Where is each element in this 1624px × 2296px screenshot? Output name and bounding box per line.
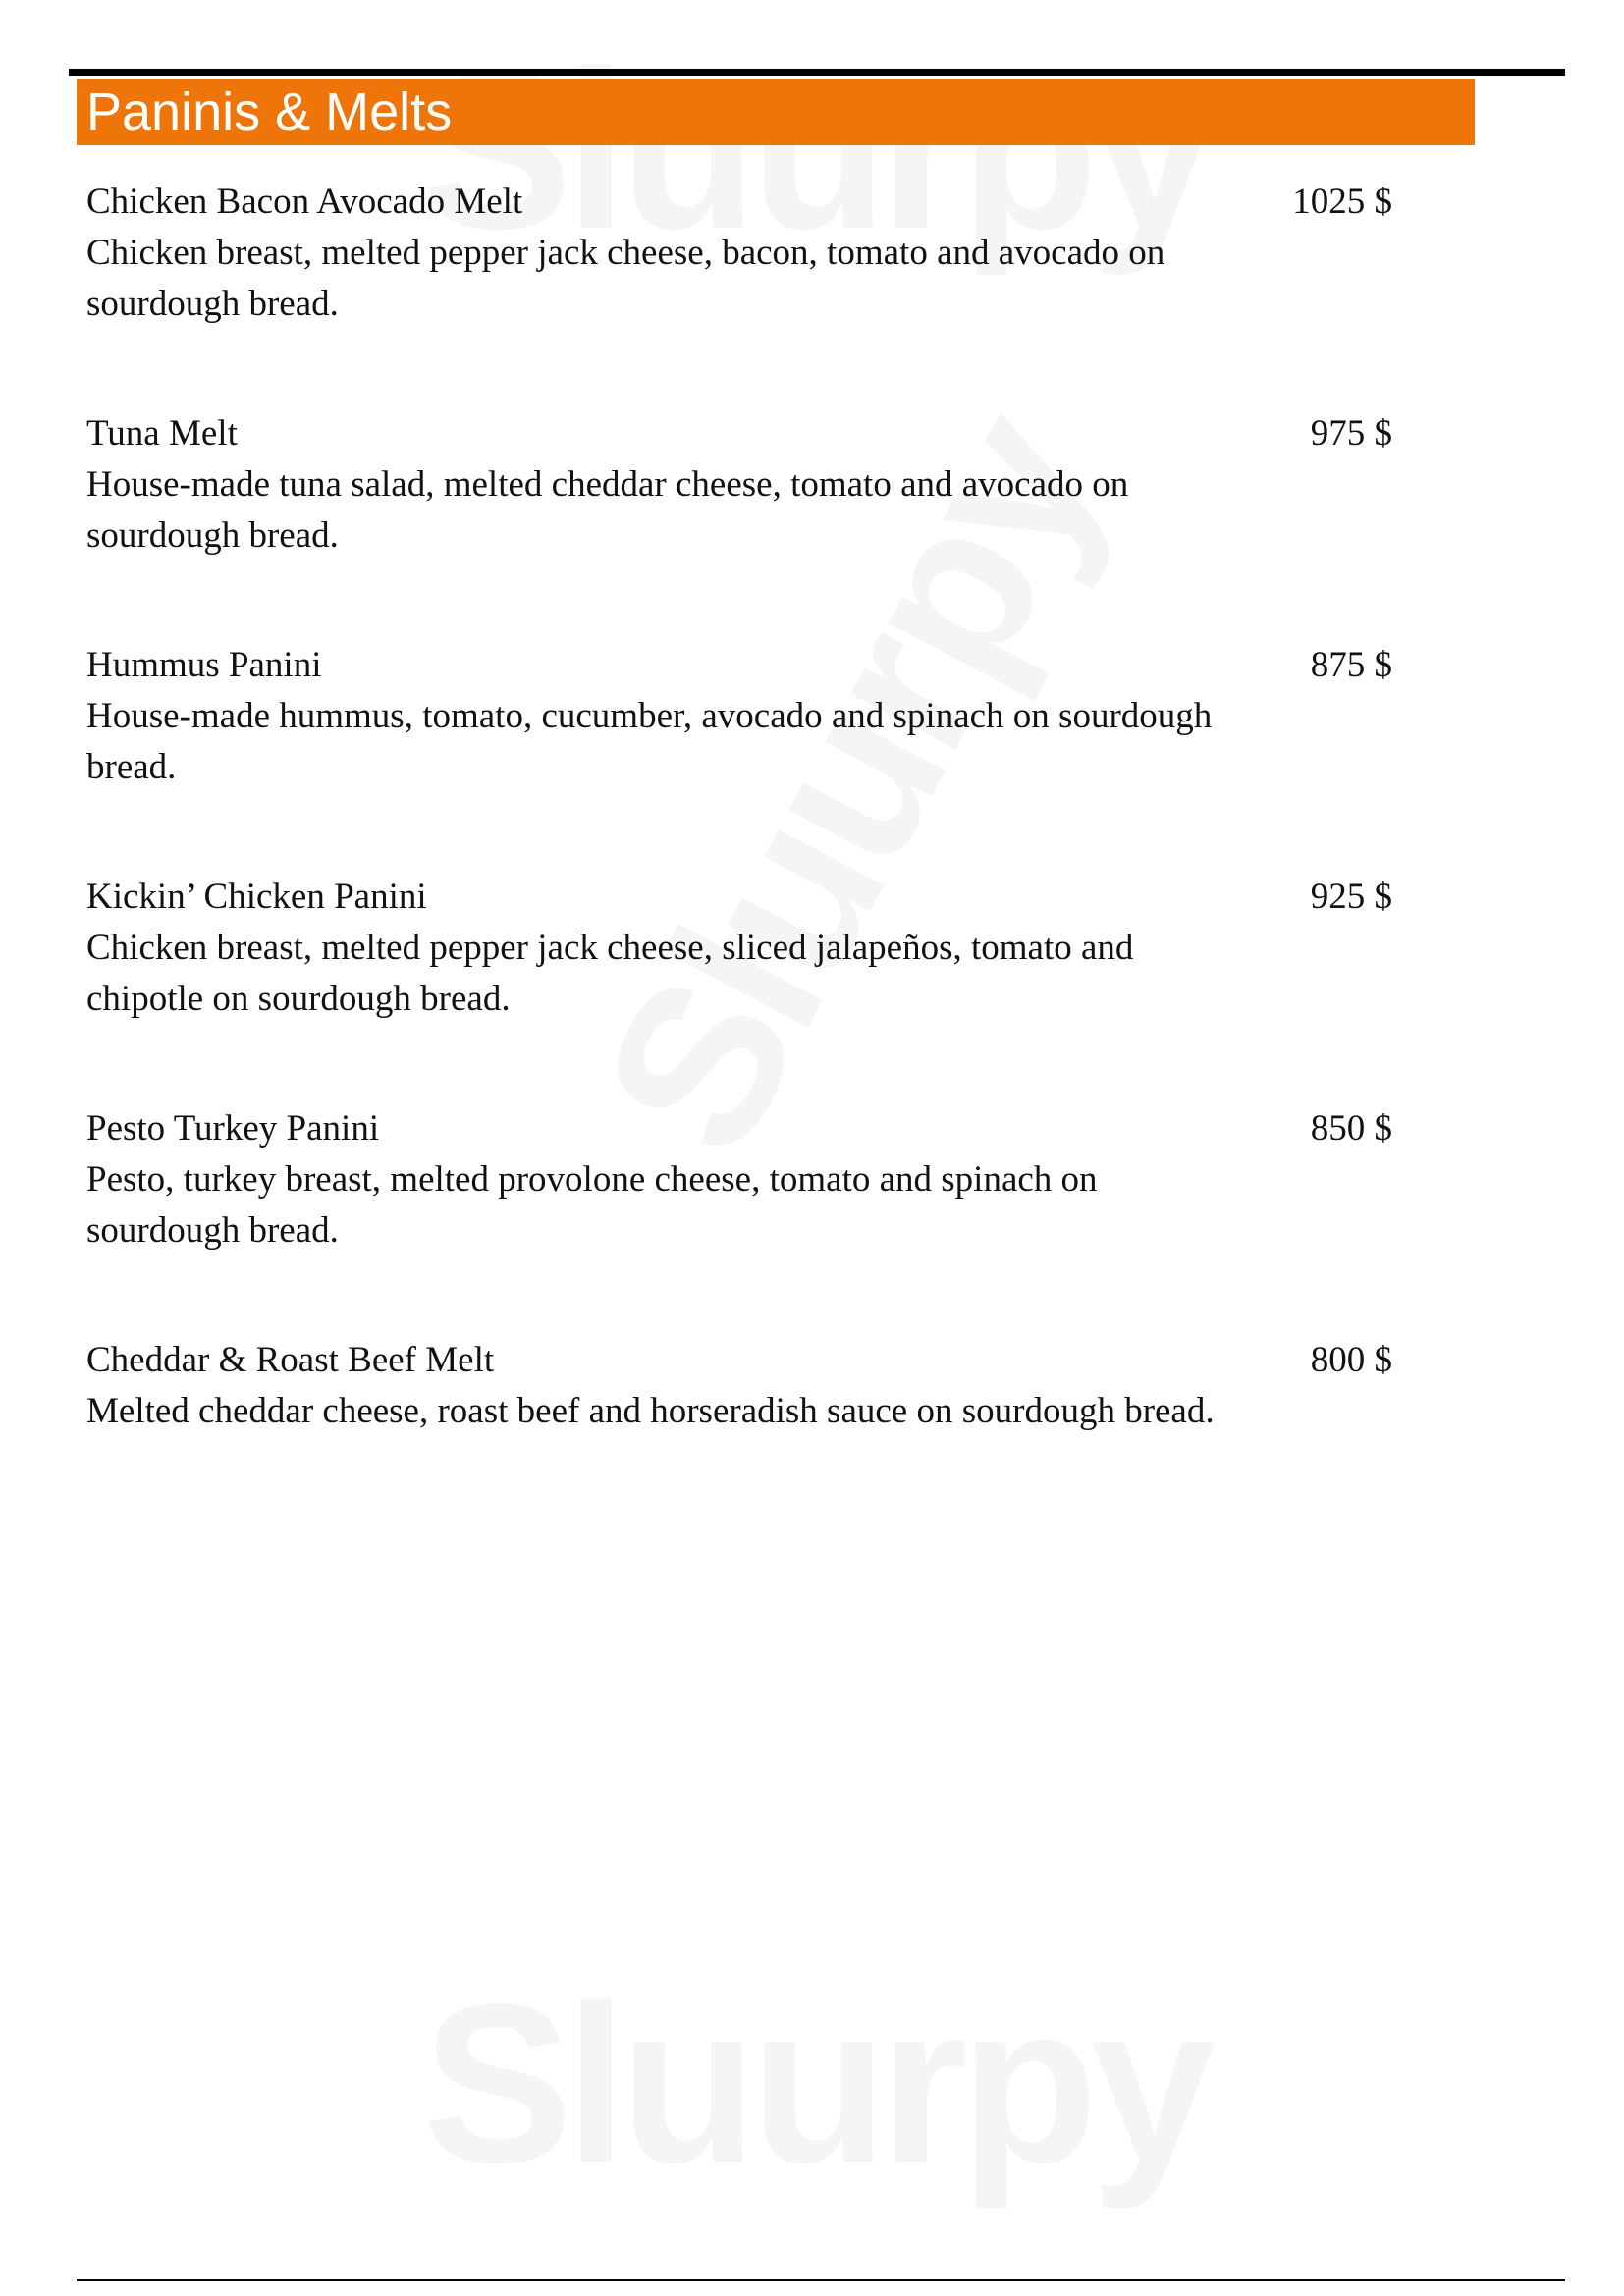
item-price: 875 $ [1310, 645, 1392, 685]
item-price: 1025 $ [1292, 182, 1392, 222]
menu-item [86, 640, 1392, 872]
menu-item [86, 177, 1392, 408]
item-name: Pesto Turkey Panini [86, 1108, 380, 1148]
item-price: 850 $ [1310, 1108, 1392, 1148]
item-name: Cheddar & Roast Beef Melt [86, 1340, 495, 1380]
menu-item [86, 872, 1392, 1103]
item-description: Chicken breast, melted pepper jack cheese, bacon, tomato and avocado on sourdough bread. [86, 233, 1165, 324]
section-title: Paninis & Melts [86, 82, 453, 141]
menu-list [86, 177, 1392, 1567]
item-description: House-made hummus, tomato, cucumber, avocado and spinach on sourdough bread. [86, 696, 1213, 787]
item-name: Kickin’ Chicken Panini [86, 877, 427, 917]
menu-item [86, 1103, 1392, 1335]
menu-item [86, 408, 1392, 640]
item-description: Pesto, turkey breast, melted provolone cheese, tomato and spinach on sourdough bread. [86, 1159, 1098, 1251]
section-header [77, 79, 1475, 145]
item-price: 975 $ [1310, 413, 1392, 454]
item-name: Hummus Panini [86, 645, 322, 685]
item-name: Chicken Bacon Avocado Melt [86, 182, 523, 222]
item-name: Tuna Melt [86, 413, 238, 454]
item-description: House-made tuna salad, melted cheddar cheese, tomato and avocado on sourdough bread. [86, 464, 1129, 556]
top-divider [69, 69, 1565, 76]
watermark-logo [422, 1953, 1208, 2214]
item-price: 800 $ [1310, 1340, 1392, 1380]
menu-item [86, 1335, 1392, 1567]
bottom-divider [77, 2279, 1565, 2281]
item-price: 925 $ [1310, 877, 1392, 917]
item-description: Chicken breast, melted pepper jack cheese, sliced jalapeños, tomato and chipotle on sourdough bread. [86, 928, 1134, 1019]
item-description: Melted cheddar cheese, roast beef and horseradish sauce on sourdough bread. [86, 1391, 1215, 1431]
